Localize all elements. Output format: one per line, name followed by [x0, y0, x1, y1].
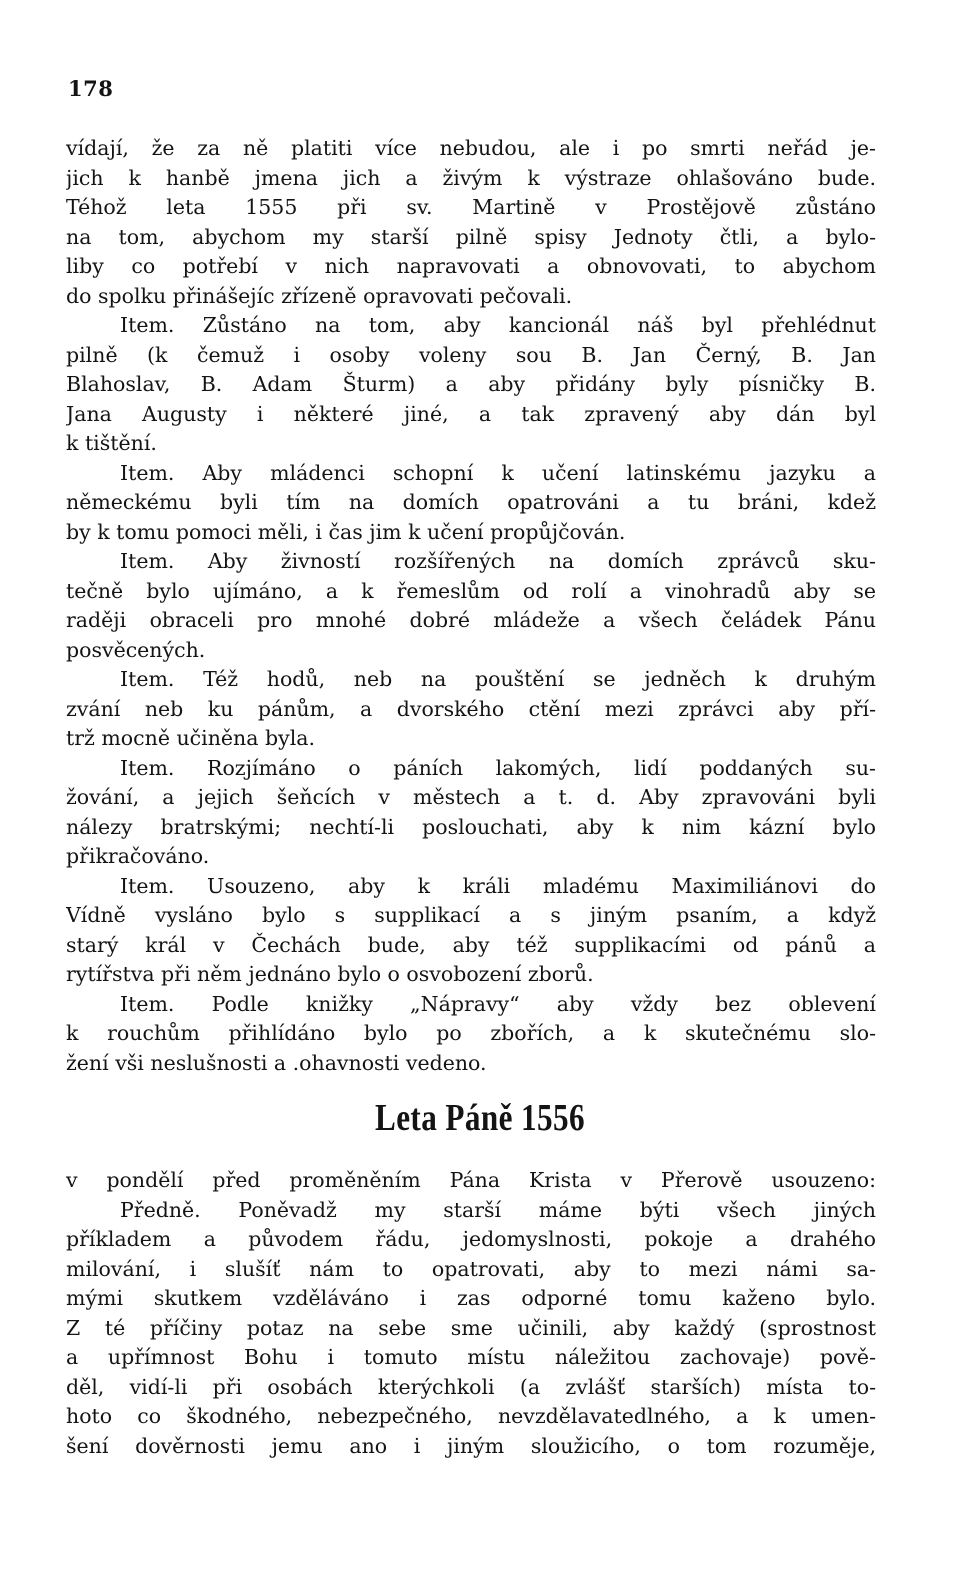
text-line: do spolku přinášejíc zřízeně opravovati pečovali. — [66, 283, 573, 308]
text-line: liby co potřebí v nich napravovati a obnovovati, to abychom — [66, 254, 876, 278]
text-line: tečně bylo ujímáno, a k řemeslům od rolí a vinohradů aby se — [66, 578, 876, 603]
text-line: žování, a jejich šeňcích v městech a t. d. Aby zpravováni byli — [66, 785, 876, 809]
text-line: pilně (k čemuž i osoby voleny sou B. Jan Černý, B. Jan — [66, 342, 876, 367]
text-line: vídají, že za ně platiti více nebudou, ale i po smrti neřád je- — [66, 136, 876, 160]
text-line: mými skutkem vzděláváno i zas odporné tomu kaženo bylo. — [66, 1286, 876, 1310]
text-block-1555 — [66, 134, 876, 1078]
text-line: Vídně vysláno bylo s supplikací a s jiným psaním, a když — [66, 903, 876, 927]
text-line: Jana Augusty i některé jiné, a tak zpravený aby dán byl — [66, 401, 876, 426]
text-line: Item. Usouzeno, aby k králi mladému Maximiliánovi do — [120, 873, 876, 898]
text-line: hoto co škodného, nebezpečného, nevzdělavatedlného, a k umen- — [66, 1404, 876, 1428]
text-line: Item. Aby živností rozšířených na domích zprávců sku- — [120, 549, 876, 573]
text-line: Item. Podle knižky „Nápravy“ aby vždy bez oblevení — [120, 991, 876, 1016]
text-line: jich k hanbě jmena jich a živým k výstraze ohlašováno bude. — [66, 165, 876, 190]
text-line: Item. Též hodů, neb na pouštění se jedněch k druhým — [120, 667, 876, 691]
text-line: Téhož leta 1555 při sv. Martině v Prostějově zůstáno — [66, 195, 876, 219]
text-line: Z té příčiny potaz na sebe sme učinili, aby každý (sprostnost — [66, 1315, 876, 1340]
text-line: Předně. Poněvadž my starší máme býti všech jiných — [120, 1197, 876, 1222]
text-line: raději obraceli pro mnohé dobré mládeže a všech čeládek Pánu — [66, 608, 876, 632]
text-line: německému byli tím na domích opatrováni a tu bráni, kdež — [66, 490, 876, 514]
text-line: k tištění. — [66, 431, 157, 455]
text-line: starý král v Čechách bude, aby též supplikacími od pánů a — [66, 932, 876, 957]
section-heading: Leta Páně 1556 — [375, 1097, 585, 1139]
text-line: zvání neb ku pánům, a dvorského ctění mezi zprávci aby pří- — [66, 696, 876, 721]
text-line: trž mocně učiněna byla. — [66, 726, 315, 750]
text-line: šení dověrnosti jemu ano i jiným sloužicího, o tom rozuměje, — [66, 1433, 876, 1458]
text-line: Blahoslav, B. Adam Šturm) a aby přidány byly písničky B. — [66, 372, 876, 396]
text-line: příkladem a původem řádu, jedomyslnosti, pokoje a drahého — [66, 1227, 876, 1251]
text-line: by k tomu pomoci měli, i čas jim k učení propůjčován. — [66, 519, 626, 544]
page-number: 178 — [68, 76, 114, 101]
text-line: v pondělí před proměněním Pána Krista v Přerově usouzeno: — [66, 1168, 876, 1192]
text-line: přikračováno. — [66, 844, 210, 868]
text-line: na tom, abychom my starší pilně spisy Jednoty čtli, a bylo- — [66, 224, 876, 249]
text-line: Item. Aby mládenci schopní k učení latinskému jazyku a — [120, 460, 876, 485]
text-line: děl, vidí-li při osobách kterýchkoli (a zvlášť starších) místa to- — [66, 1374, 876, 1399]
text-line: Item. Zůstáno na tom, aby kancionál náš byl přehlédnut — [120, 313, 876, 337]
text-line: a upřímnost Bohu i tomuto místu náležitou zachovaje) pově- — [66, 1345, 876, 1369]
text-line: milování, i slušíť nám to opatrovati, aby to mezi námi sa- — [66, 1256, 876, 1281]
text-line: posvěcených. — [66, 637, 206, 662]
text-line: žení vši neslušnosti a .ohavnosti vedeno. — [66, 1050, 487, 1075]
text-line: rytířstva při něm jednáno bylo o osvobození zborů. — [66, 962, 594, 986]
text-line: Item. Rozjímáno o páních lakomých, lidí poddaných su- — [120, 755, 876, 780]
text-block-1556 — [66, 1166, 876, 1461]
text-line: nálezy bratrskými; nechtí-li poslouchati, aby k nim kázní bylo — [66, 814, 876, 839]
text-line: k rouchům přihlídáno bylo po zbořích, a k skutečnému slo- — [66, 1021, 876, 1045]
